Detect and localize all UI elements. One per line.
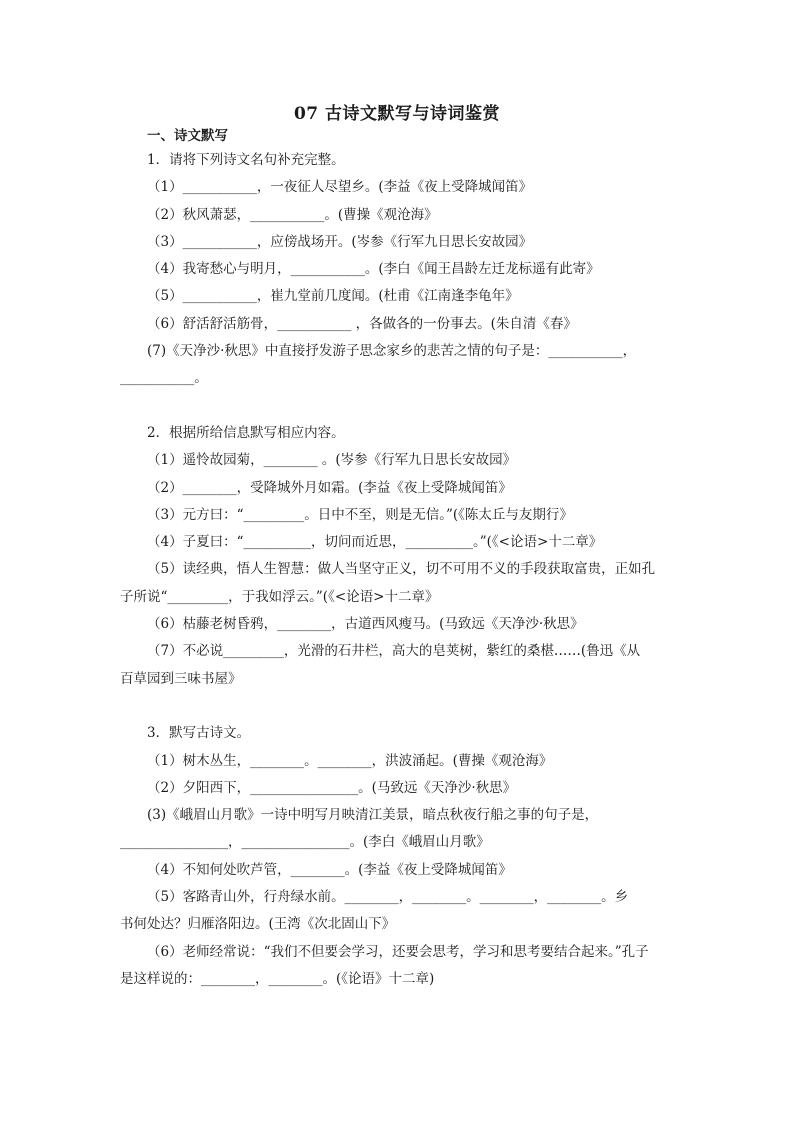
question-line: (7)《天净沙·秋思》中直接抒发游子思念家乡的悲苦之情的句子是：___________，	[147, 343, 637, 360]
section-heading: 一、诗文默写	[147, 128, 228, 144]
question-line: （4）不知何处吹芦管，________。(李益《夜上受降城闻笛》	[147, 861, 512, 878]
question-line: （2）秋风萧瑟，___________。(曹操《观沧海》	[147, 206, 438, 223]
question-line: （2）夕阳西下，________________。(马致远《天净沙·秋思》	[147, 779, 517, 796]
question-line: （5）客路青山外，行舟绿水前。________，________。________，________。乡	[147, 889, 629, 906]
question-block	[120, 720, 675, 993]
question-line: （1）树木丛生，________。________，洪波涌起。(曹操《观沧海》	[147, 752, 553, 769]
question-line: ___________。	[120, 370, 208, 387]
question-line: （3）元方曰：“_________。日中不至，则是无信。”(《陈太丘与友期行》	[147, 506, 573, 523]
question-block	[120, 420, 675, 693]
question-line: （4）我寄愁心与明月，___________。(李白《闻王昌龄左迁龙标遥有此寄》	[147, 261, 600, 278]
question-line: （3）___________，应傍战场开。(岑参《行军九日思长安故园》	[147, 233, 533, 250]
question-line: (3)《峨眉山月歌》一诗中明写月映清江美景，暗点秋夜行船之事的句子是，	[147, 807, 599, 824]
question-line: （1）___________，一夜征人尽望乡。(李益《夜上受降城闻笛》	[147, 179, 533, 196]
question-line: （5）___________，崔九堂前几度闻。(杜甫《江南逢李龟年》	[147, 288, 519, 305]
question-stem: 3．默写古诗文。	[147, 725, 251, 742]
question-line: （5）读经典，悟人生智慧：做人当坚守正义，切不可用不义的手段获取富贵，正如孔	[147, 561, 656, 578]
question-line: （6）舒活舒活筋骨，___________ ，各做各的一份事去。(朱自清《春》	[147, 315, 577, 332]
question-line: （6）枯藤老树昏鸦，________，古道西风瘦马。(马致远《天净沙·秋思》	[147, 616, 584, 633]
question-line: 书何处达？归雁洛阳边。(王湾《次北固山下》	[120, 916, 396, 933]
question-line: 百草园到三味书屋》	[120, 670, 242, 687]
question-line: 是这样说的：________，________。(《论语》十二章)	[120, 970, 435, 987]
question-content	[120, 147, 675, 993]
question-line: 子所说“_________，于我如浮云。”(《<论语>十二章》	[120, 588, 439, 605]
question-line: （7）不必说_________，光滑的石井栏，高大的皂荚树，紫红的桑椹……(鲁迅《从	[147, 643, 641, 660]
question-line: （1）遥怜故园菊，________ 。(岑参《行军九日思长安故园》	[147, 452, 517, 469]
question-line: （6）老师经常说：“我们不但要会学习，还要会思考，学习和思考要结合起来。”孔子	[147, 943, 649, 960]
question-line: （2）________，受降城外月如霜。(李益《夜上受降城闻笛》	[147, 479, 512, 496]
question-block	[120, 147, 675, 393]
question-stem: 1．请将下列诗文名句补充完整。	[147, 152, 345, 168]
question-stem: 2．根据所给信息默写相应内容。	[147, 424, 345, 441]
document-title: 07 古诗文默写与诗词鉴赏	[293, 104, 501, 124]
question-line: ________________，________________。(李白《峨眉山月歌》	[120, 834, 490, 851]
question-spacer	[120, 693, 675, 720]
question-spacer	[120, 393, 675, 420]
question-line: （4）子夏曰：“__________，切问而近思，__________。”(《<论语>十二章》	[147, 534, 603, 551]
